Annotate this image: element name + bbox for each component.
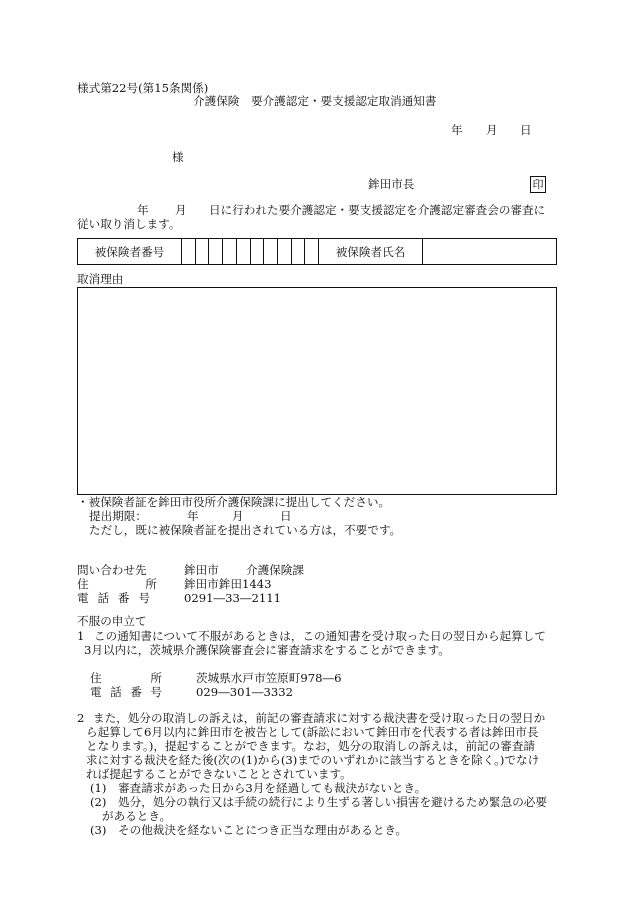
sender-name: 鉾田市長: [368, 177, 415, 191]
appeal-item-2-line: また，処分の取消しの訴えは，前記の審査請求に対する裁決書を受け取った日の翌日か: [93, 711, 546, 725]
insured-name-label-cell: [318, 239, 422, 264]
review-board-address-label-wrap: [90, 671, 162, 685]
appeal-item-2-number: 2: [77, 711, 85, 725]
exception-3-number: (3): [90, 823, 107, 837]
insured-number-label-cell: [78, 239, 181, 264]
insured-number-digit-box: [195, 239, 209, 264]
exception-3-text: その他裁決を経ないことにつき正当な理由があるとき。: [118, 823, 408, 837]
seal-mark: 印: [530, 176, 546, 193]
contact-address-label: 住所: [77, 577, 157, 591]
review-board-phone: 029―301―3332: [196, 685, 293, 699]
intro-line-1: 日に行われた要介護認定・要支援認定を介護認定審査会の審査に: [209, 203, 546, 217]
insured-number-label: 被保険者番号: [94, 244, 165, 259]
insured-number-digit-box: [222, 239, 236, 264]
review-board-phone-label-wrap: [90, 685, 162, 699]
deadline-label: 提出期限：: [89, 509, 147, 523]
insured-number-digit-box: [208, 239, 222, 264]
insured-number-digit-boxes: [181, 239, 318, 264]
issue-date-year: 年: [451, 123, 463, 137]
contact-department: 介護保険課: [246, 563, 304, 577]
intro-month: 月: [175, 203, 187, 217]
appeal-item-1-line-2: 3月以内に，茨城県介護保険審査会に審査請求をすることができます。: [84, 643, 450, 657]
exception-1-text: 審査請求があった日から3月を経過しても裁決がないとき。: [118, 781, 427, 795]
appeal-item-2-line: 求に対する裁決を経た後(次の(1)から(3)までのいずれかに該当するときを除く。)でなけ: [86, 753, 540, 767]
insured-number-digit-box: [291, 239, 305, 264]
deadline-year: 年: [187, 509, 199, 523]
addressee-suffix: 様: [172, 150, 184, 164]
review-board-phone-label: 電話番号: [90, 685, 162, 699]
deadline-day: 日: [280, 509, 292, 523]
insured-number-digit-box: [181, 239, 195, 264]
insured-number-digit-box: [277, 239, 291, 264]
contact-phone: 0291―33―2111: [184, 591, 281, 605]
card-return-note: ただし，既に被保険者証を提出されている方は，不要です。: [89, 523, 402, 537]
exception-2-number: (2): [90, 795, 107, 809]
appeal-item-1-number: 1: [77, 629, 85, 643]
insured-info-table: [77, 238, 557, 265]
insured-number-digit-box: [304, 239, 318, 264]
exception-2-continuation: があるとき。: [102, 809, 172, 823]
deadline-month: 月: [232, 509, 244, 523]
appeal-item-2-line: ら起算して6月以内に鉾田市を被告として(訴訟において鉾田市を代表する者は鉾田市長: [86, 725, 539, 739]
contact-address: 鉾田市鉾田1443: [184, 577, 272, 591]
exception-1-number: (1): [90, 781, 107, 795]
document-title: 介護保険 要介護認定・要支援認定取消通知書: [193, 94, 437, 108]
review-board-address: 茨城県水戸市笠原町978―6: [196, 671, 342, 685]
appeal-item-1-line-1: この通知書について不服があるときは，この通知書を受け取った日の翌日から起算して: [94, 629, 546, 643]
appeal-item-2-line: となります。)，提起することができます。なお，処分の取消しの訴えは，前記の審査請: [86, 739, 536, 753]
insured-number-digit-box: [236, 239, 250, 264]
cancellation-reason-box: [77, 287, 557, 495]
insured-name-value-cell: [422, 239, 556, 264]
intro-year: 年: [137, 203, 149, 217]
intro-line-2: 従い取り消します。: [77, 217, 181, 231]
contact-heading: 問い合わせ先: [77, 563, 147, 577]
insured-number-digit-box: [250, 239, 264, 264]
issue-date-day: 日: [520, 123, 532, 137]
appeal-heading: 不服の申立て: [77, 614, 147, 628]
review-board-address-label: 住所: [90, 671, 162, 685]
insured-number-digit-box: [263, 239, 277, 264]
contact-address-label-wrap: [77, 577, 157, 591]
insured-name-label: 被保険者氏名: [335, 244, 406, 259]
contact-city: 鉾田市: [184, 563, 219, 577]
exception-2-text: 処分，処分の執行又は手続の続行により生ずる著しい損害を避けるため緊急の必要: [118, 795, 547, 809]
card-return-line-1: ・被保険者証を鉾田市役所介護保険課に提出してください。: [77, 495, 391, 509]
contact-phone-label-wrap: [77, 591, 150, 605]
appeal-item-2-line: れば提起することができないこととされています。: [86, 767, 352, 781]
cancellation-reason-label: 取消理由: [77, 272, 124, 286]
form-number: 様式第22号(第15条関係): [77, 81, 209, 95]
contact-phone-label: 電話番号: [77, 591, 150, 605]
issue-date-month: 月: [486, 123, 498, 137]
